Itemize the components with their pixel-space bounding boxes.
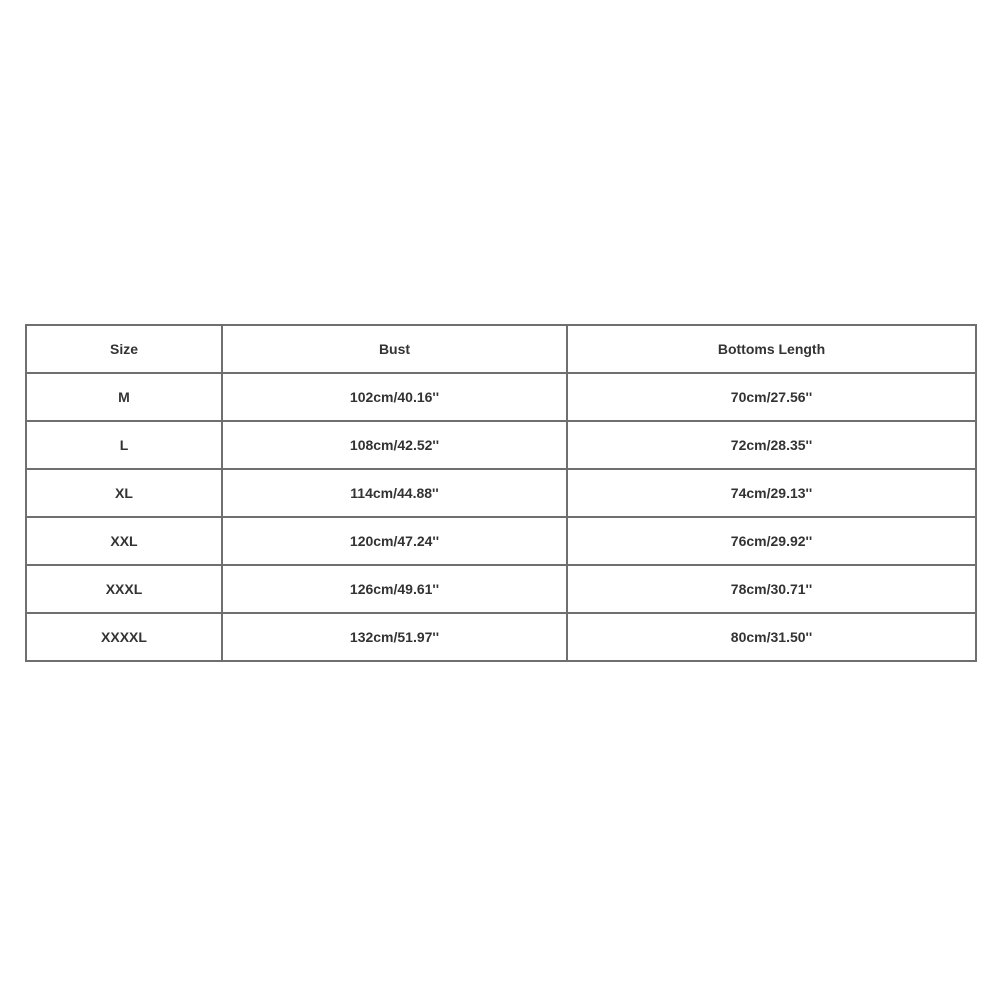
cell-size: XL — [26, 469, 222, 517]
cell-bust: 120cm/47.24'' — [222, 517, 567, 565]
cell-bust: 132cm/51.97'' — [222, 613, 567, 661]
header-bust: Bust — [222, 325, 567, 373]
cell-size: XXXXL — [26, 613, 222, 661]
cell-bust: 102cm/40.16'' — [222, 373, 567, 421]
cell-bottoms-length: 76cm/29.92'' — [567, 517, 976, 565]
cell-bust: 108cm/42.52'' — [222, 421, 567, 469]
cell-bottoms-length: 70cm/27.56'' — [567, 373, 976, 421]
header-bottoms-length: Bottoms Length — [567, 325, 976, 373]
table-row — [26, 421, 976, 469]
table-row — [26, 373, 976, 421]
table-row — [26, 565, 976, 613]
cell-bust: 114cm/44.88'' — [222, 469, 567, 517]
table-header-row — [26, 325, 976, 373]
header-size: Size — [26, 325, 222, 373]
cell-bottoms-length: 72cm/28.35'' — [567, 421, 976, 469]
cell-bottoms-length: 80cm/31.50'' — [567, 613, 976, 661]
cell-bottoms-length: 78cm/30.71'' — [567, 565, 976, 613]
cell-bust: 126cm/49.61'' — [222, 565, 567, 613]
table-row — [26, 469, 976, 517]
cell-size: XXXL — [26, 565, 222, 613]
cell-size: L — [26, 421, 222, 469]
table-row — [26, 613, 976, 661]
size-chart-table — [25, 324, 977, 662]
cell-size: XXL — [26, 517, 222, 565]
cell-bottoms-length: 74cm/29.13'' — [567, 469, 976, 517]
table-row — [26, 517, 976, 565]
cell-size: M — [26, 373, 222, 421]
